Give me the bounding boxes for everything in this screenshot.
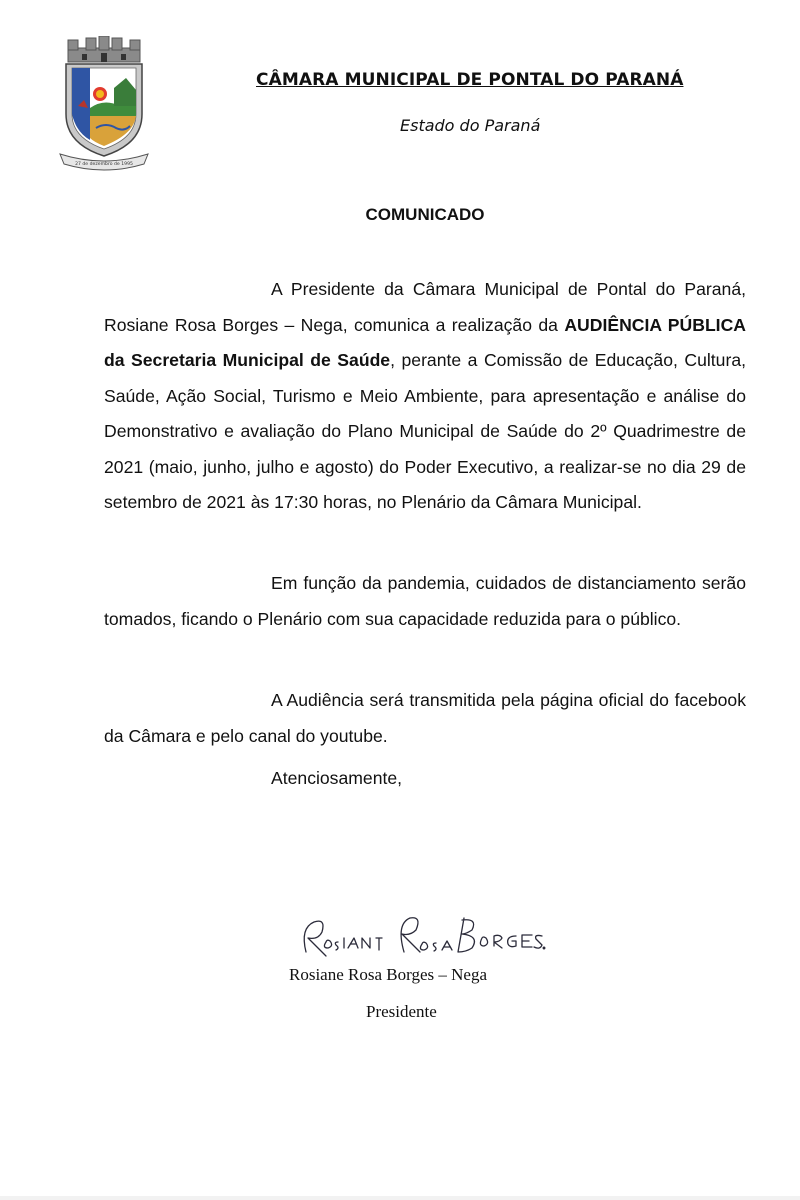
closing-salutation: Atenciosamente, (271, 768, 403, 788)
crest-ribbon-text: 27 de dezembro de 1995 (75, 162, 133, 167)
municipal-coat-of-arms-icon (54, 36, 154, 172)
signer-role: Presidente (366, 1002, 437, 1021)
paragraph-announcement-rest: , perante a Comissão de Educação, Cultura, Saúde, Ação Social, Turismo e Meio Ambiente, para apresentação e análise do Demonstrativo e avaliação do Plano Municipal de Saúde do 2º Quadrimestre de 2021 (maio, junho, julho e agosto) do Poder Executivo, a realizar-se no dia 29 de setembro de 2021 às 17:30 horas, no Plenário da Câmara Municipal. (104, 350, 746, 512)
paragraph-announcement (104, 272, 746, 521)
state-subtitle: Estado do Paraná (400, 116, 541, 135)
paragraph-announcement-bold: AUDIÊNCIA PÚBLICA da Secretaria Municipal de Saúde (104, 314, 746, 370)
institution-title: CÂMARA MUNICIPAL DE PONTAL DO PARANÁ (256, 70, 684, 90)
handwritten-signature (296, 908, 546, 964)
paragraph-announcement-intro: A Presidente da Câmara Municipal de Pontal do Paraná, Rosiane Rosa Borges – Nega, comunica a realização da (104, 279, 746, 335)
signer-name: Rosiane Rosa Borges – Nega (289, 965, 487, 984)
document-heading: COMUNICADO (365, 205, 485, 224)
paragraph-broadcast: A Audiência será transmitida pela página oficial do facebook da Câmara e pelo canal do youtube. (104, 690, 746, 746)
paragraph-pandemic: Em função da pandemia, cuidados de distanciamento serão tomados, ficando o Plenário com sua capacidade reduzida para o público. (104, 573, 746, 629)
